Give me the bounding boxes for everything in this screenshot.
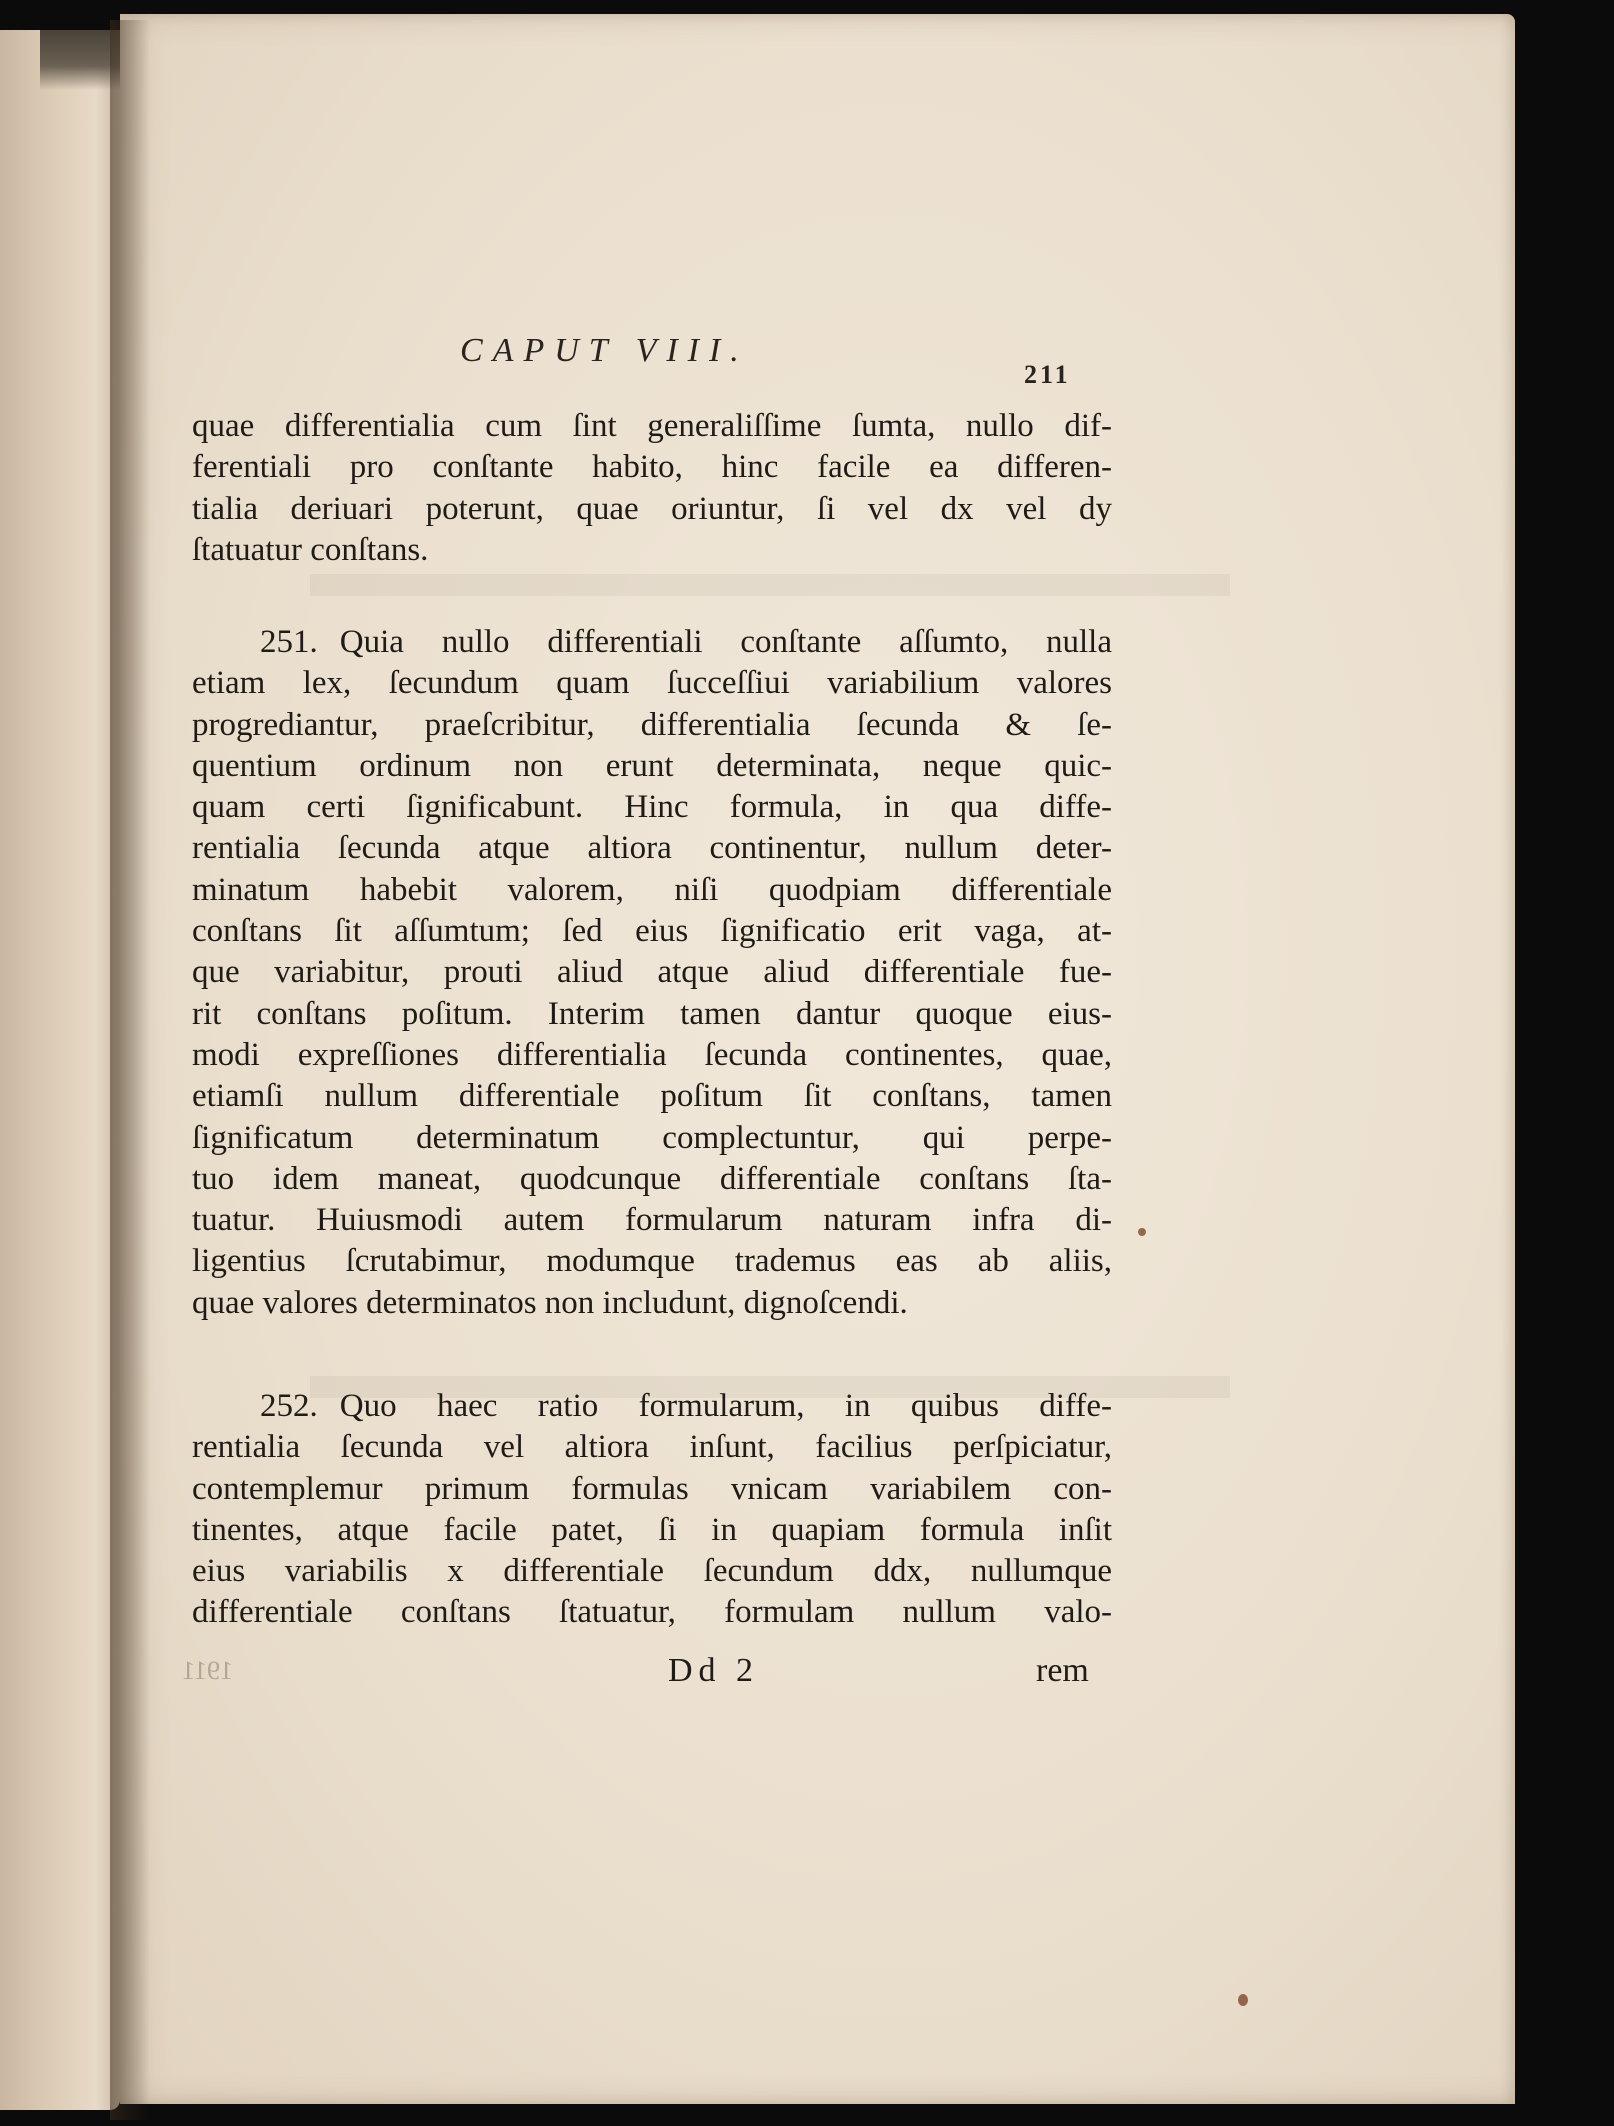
foxing-spot [1138, 1228, 1146, 1236]
text-line: tuo idem maneat, quodcunque differentiale conſtans ſta- [192, 1160, 1112, 1197]
text-line: eius variabilis x differentiale ſecundum ddx, nullumque [192, 1553, 1112, 1590]
paragraph-252 [192, 1386, 1112, 1634]
text-line: modi expreſſiones differentialia ſecunda continentes, quae, [192, 1036, 1112, 1073]
paragraph-number: 252. [260, 1388, 318, 1424]
text-line: progrediantur, praeſcribitur, differentialia ſecunda & ſe- [192, 706, 1112, 743]
binding-edge [40, 30, 120, 90]
text-line: quae differentialia cum ſint generaliſſime ſumta, nullo dif- [192, 408, 1112, 444]
text-line: quam certi ſignificabunt. Hinc formula, in qua diffe- [192, 789, 1112, 826]
text-line: minatum habebit valorem, niſi quodpiam differentiale [192, 871, 1112, 908]
text-line: rit conſtans poſitum. Interim tamen dantur quoque eius- [192, 995, 1112, 1032]
catchword: rem [1036, 1652, 1089, 1689]
signature-mark: Dd 2 [668, 1652, 760, 1689]
running-title: CAPUT VIII. [460, 332, 749, 369]
text-line: etiamſi nullum differentiale poſitum ſit conſtans, tamen [192, 1078, 1112, 1115]
text-line: quentium ordinum non erunt determinata, neque quic- [192, 747, 1112, 784]
text-line: ferentiali pro conſtante habito, hinc facile ea differen- [192, 449, 1112, 486]
text-line: etiam lex, ſecundum quam ſucceſſiui variabilium valores [192, 665, 1112, 702]
foxing-spot [1238, 1994, 1248, 2006]
text-line: contemplemur primum formulas vnicam variabilem con- [192, 1470, 1112, 1507]
text-line: tinentes, atque facile patet, ſi in quapiam formula inſit [192, 1511, 1112, 1548]
text-line: differentiale conſtans ſtatuatur, formulam nullum valo- [192, 1594, 1112, 1631]
text-line-content: Quia nullo differentiali conſtante aſſumto, nulla [339, 624, 1112, 660]
text-line: ſignificatum determinatum complectuntur, qui perpe- [192, 1119, 1112, 1156]
previous-page-edge [0, 30, 120, 2110]
spine-shadow [110, 20, 150, 2120]
show-through-band [310, 574, 1230, 596]
text-line: rentialia ſecunda atque altiora continentur, nullum deter- [192, 830, 1112, 867]
text-line: tuatur. Huiusmodi autem formularum naturam infra di- [192, 1202, 1112, 1239]
text-line [192, 622, 1112, 663]
text-line: ligentius ſcrutabimur, modumque trademus eas ab aliis, [192, 1243, 1112, 1280]
paragraph-251 [192, 622, 1112, 1324]
text-line: que variabitur, prouti aliud atque aliud differentiale fue- [192, 954, 1112, 991]
text-line [192, 1386, 1112, 1427]
page-number: 211 [1024, 360, 1071, 389]
text-line-content: Quo haec ratio formularum, in quibus diffe- [339, 1388, 1112, 1424]
text-line: conſtans ſit aſſumtum; ſed eius ſignificatio erit vaga, at- [192, 913, 1112, 950]
text-line: tialia deriuari poterunt, quae oriuntur, ſi vel dx vel dy [192, 490, 1112, 527]
paragraph-number: 251. [260, 624, 318, 660]
paragraph-continuation [192, 406, 1112, 571]
show-through-text: 1911 [182, 1656, 234, 1685]
text-line: ſtatuatur conſtans. [192, 531, 429, 568]
text-line: quae valores determinatos non includunt, dignoſcendi. [192, 1284, 908, 1321]
text-line: rentialia ſecunda vel altiora inſunt, facilius perſpiciatur, [192, 1429, 1112, 1466]
